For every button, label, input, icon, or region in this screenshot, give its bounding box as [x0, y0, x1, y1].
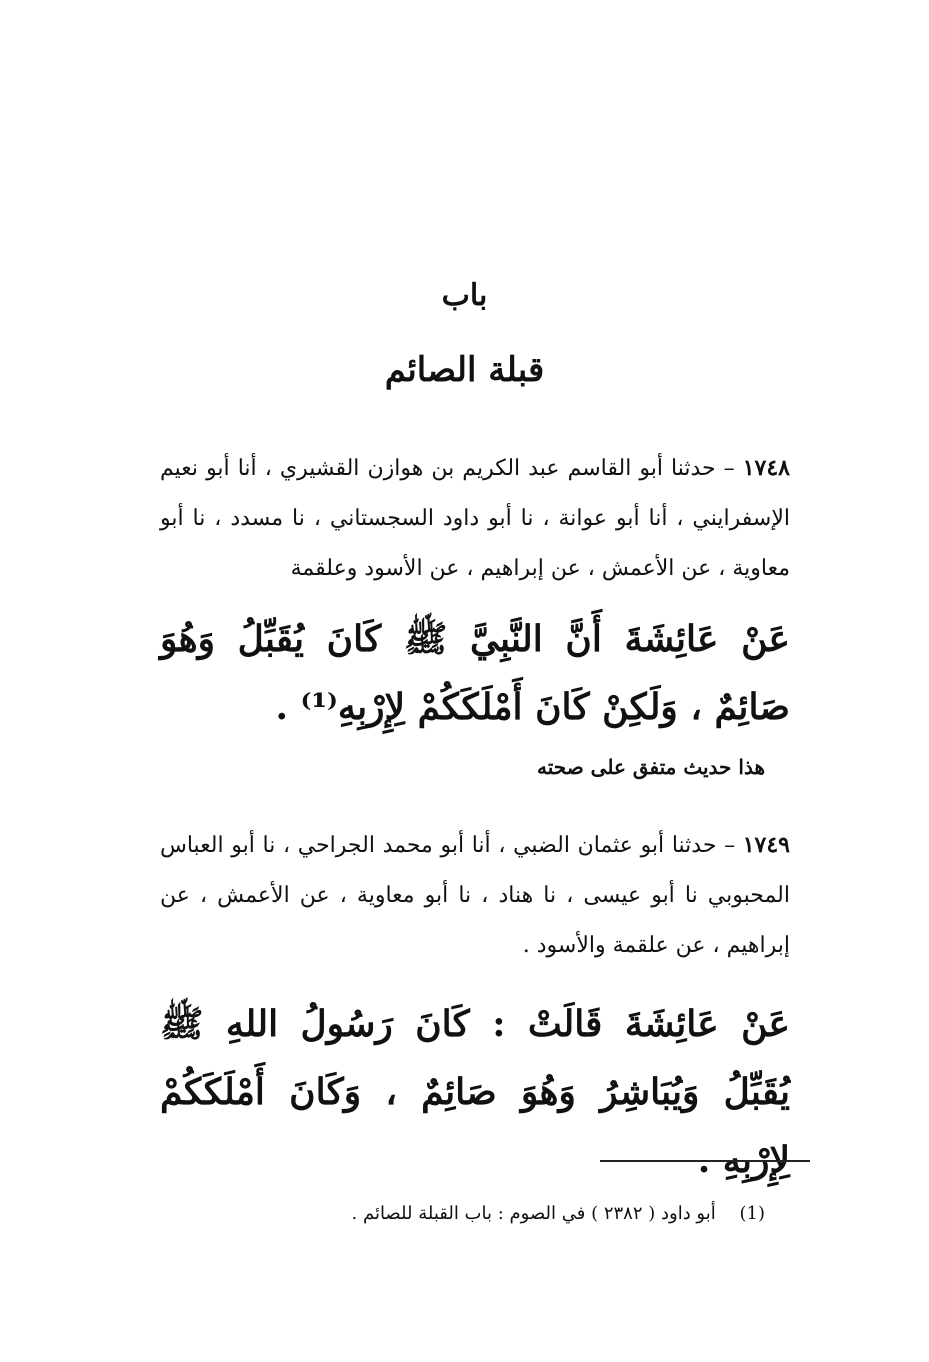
hadith-1749-matn: عَنْ عَائِشَةَ قَالَتْ : كَانَ رَسُولُ اللهِ ﷺ يُقَبِّلُ وَيُبَاشِرُ وَهُوَ صَائِمٌ ، وَكَانَ أَمْلَكَكُمْ لِإِرْبِهِ . [160, 1003, 790, 1181]
footnote-marker: (1) [739, 1203, 765, 1224]
hadith-1749-isnad [160, 820, 790, 971]
isnad-text: – حدثنا أبو القاسم عبد الكريم بن هوازن القشيري ، أنا أبو نعيم الإسفرايني ، أنا أبو عوانة ، نا أبو داود السجستاني ، نا مسدد ، نا أبو معاوية ، عن الأعمش ، عن إبراهيم ، عن الأسود وعلقمة [160, 456, 790, 581]
hadith-1748-isnad [160, 443, 790, 594]
footnote-text: أبو داود ( ٢٣٨٢ ) في الصوم : باب القبلة للصائم . [351, 1203, 716, 1224]
footnote-divider [600, 1160, 810, 1162]
hadith-number: ١٧٤٨ [742, 455, 790, 481]
isnad-text: – حدثنا أبو عثمان الضبي ، أنا أبو محمد الجراحي ، نا أبو العباس المحبوبي نا أبو عيسى ، نا هناد ، نا أبو معاوية ، عن الأعمش ، عن إبراهيم ، عن علقمة والأسود . [160, 833, 790, 958]
footnote [160, 1203, 765, 1224]
chapter-label: باب [441, 278, 488, 313]
hadith-grading: هذا حديث متفق على صحته [537, 755, 765, 779]
chapter-title: قبلة الصائم [384, 350, 545, 390]
hadith-1748-matn: عَنْ عَائِشَةَ أَنَّ النَّبِيَّ ﷺ كَانَ يُقَبِّلُ وَهُوَ صَائِمٌ ، وَلَكِنْ كَانَ أَمْلَكَكُمْ لِإِرْبِهِ⁽¹⁾ . [160, 618, 790, 728]
hadith-number: ١٧٤٩ [742, 832, 790, 858]
